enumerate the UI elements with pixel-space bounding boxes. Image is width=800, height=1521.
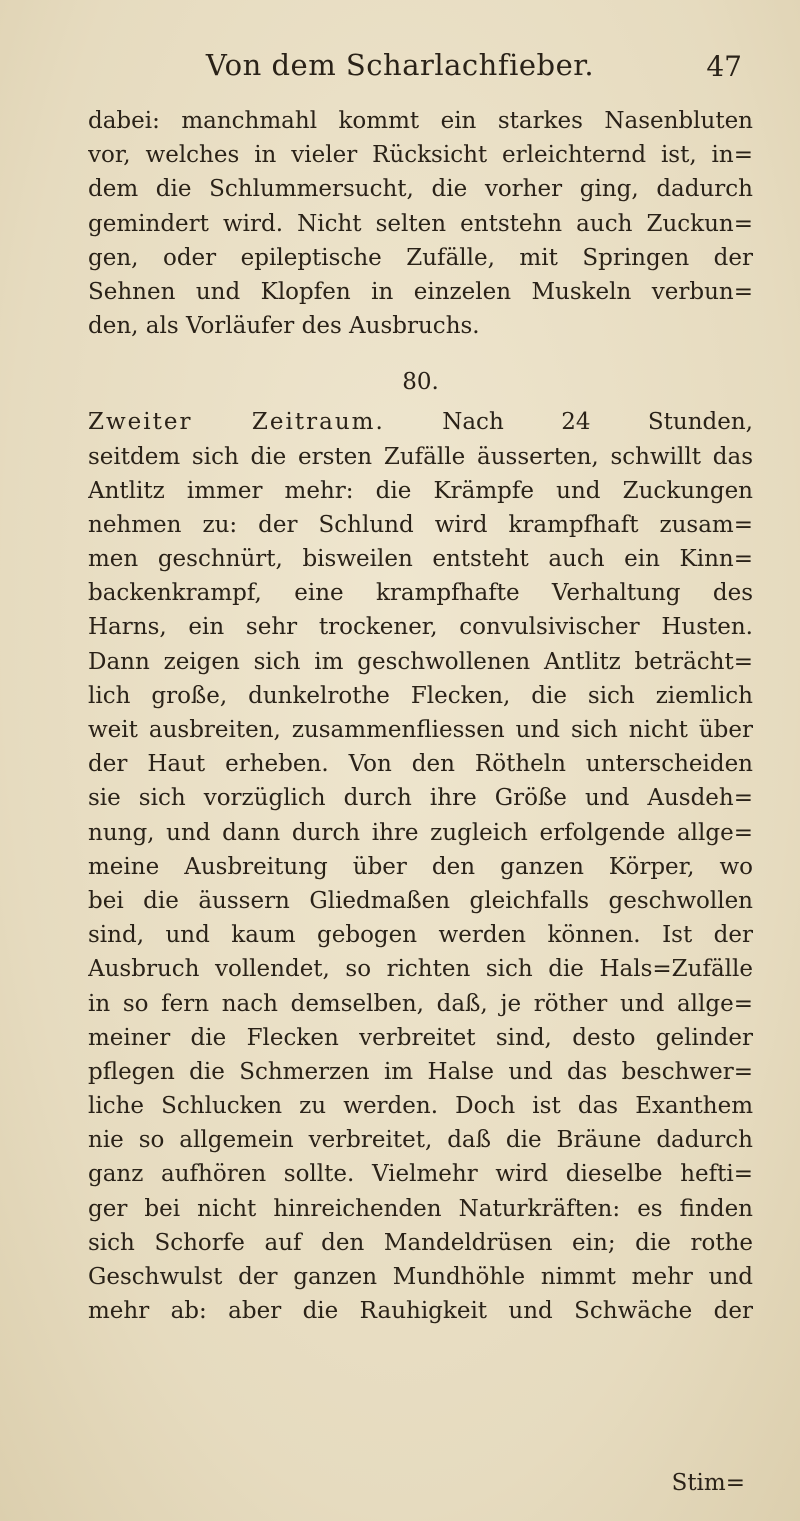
paragraph-2-first-line [88, 405, 753, 439]
text-line: gen, oder epileptische Zufälle, mit Springen der [88, 244, 753, 271]
running-head-title: Von dem Scharlachfieber. [205, 48, 595, 82]
text-line: dabei: manchmahl kommt ein starkes Nasenbluten [88, 108, 753, 134]
running-head [0, 48, 800, 92]
section-title: Zweiter Zeitraum. [88, 409, 385, 436]
text-line: sind, und kaum gebogen werden können. Ist der [88, 922, 753, 949]
text-line: nie so allgemein verbreitet, daß die Bräune dadurch [88, 1127, 753, 1154]
text-line: dem die Schlummersucht, die vorher ging, dadurch [88, 176, 753, 203]
text-line: backenkrampf, eine krampfhafte Verhaltung des [88, 580, 753, 607]
text-line: bei die äussern Gliedmaßen gleichfalls geschwollen [88, 887, 753, 914]
text-line: nung, und dann durch ihre zugleich erfolgende allge= [88, 819, 753, 846]
text-line: meiner die Flecken verbreitet sind, desto gelinder [88, 1024, 753, 1051]
text-line: Ausbruch vollendet, so richten sich die Hals=Zufälle [88, 956, 753, 983]
paragraph-2 [88, 440, 753, 1329]
text-line: Harns, ein sehr trockener, convulsivischer Husten. [88, 614, 753, 641]
text-line: Geschwulst der ganzen Mundhöhle nimmt mehr und [88, 1264, 753, 1290]
section-title-rest: Nach 24 Stunden, [442, 409, 753, 436]
text-line: weit ausbreiten, zusammenfliessen und sich nicht über [88, 717, 753, 743]
text-line: lich große, dunkelrothe Flecken, die sich ziemlich [88, 682, 753, 709]
text-line: liche Schlucken zu werden. Doch ist das Exanthem [88, 1093, 753, 1120]
text-line: ganz aufhören sollte. Vielmehr wird dieselbe hefti= [88, 1161, 753, 1188]
text-line: mehr ab: aber die Rauhigkeit und Schwäche der [88, 1298, 753, 1325]
text-line: ger bei nicht hinreichenden Naturkräften: es finden [88, 1195, 753, 1222]
catchword: Stim= [671, 1470, 745, 1496]
text-line: Antlitz immer mehr: die Krämpfe und Zuckungen [88, 477, 753, 504]
text-line: Sehnen und Klopfen in einzelen Muskeln verbun= [88, 278, 753, 305]
text-line: men geschnürt, bisweilen entsteht auch ein Kinn= [88, 546, 753, 573]
text-line: Dann zeigen sich im geschwollenen Antlitz beträcht= [88, 648, 753, 675]
paragraph-1 [88, 104, 753, 343]
text-line: in so fern nach demselben, daß, je röther und allge= [88, 990, 753, 1017]
text-line: seitdem sich die ersten Zufälle äusserten, schwillt das [88, 443, 753, 470]
text-line: sie sich vorzüglich durch ihre Größe und Ausdeh= [88, 785, 753, 812]
text-line: den, als Vorläufer des Ausbruchs. [88, 313, 480, 340]
text-line: nehmen zu: der Schlund wird krampfhaft zusam= [88, 511, 753, 538]
text-line: pflegen die Schmerzen im Halse und das beschwer= [88, 1058, 753, 1085]
text-line: sich Schorfe auf den Mandeldrüsen ein; die rothe [88, 1229, 753, 1256]
body-text [88, 104, 753, 1328]
text-line: meine Ausbreitung über den ganzen Körper, wo [88, 853, 753, 880]
section-number: 80. [402, 369, 439, 396]
page-number: 47 [706, 50, 742, 83]
text-line: vor, welches in vieler Rücksicht erleichternd ist, in= [88, 142, 753, 169]
text-line: der Haut erheben. Von den Rötheln unterscheiden [88, 751, 753, 778]
text-line: gemindert wird. Nicht selten entstehn auch Zuckun= [88, 210, 753, 237]
